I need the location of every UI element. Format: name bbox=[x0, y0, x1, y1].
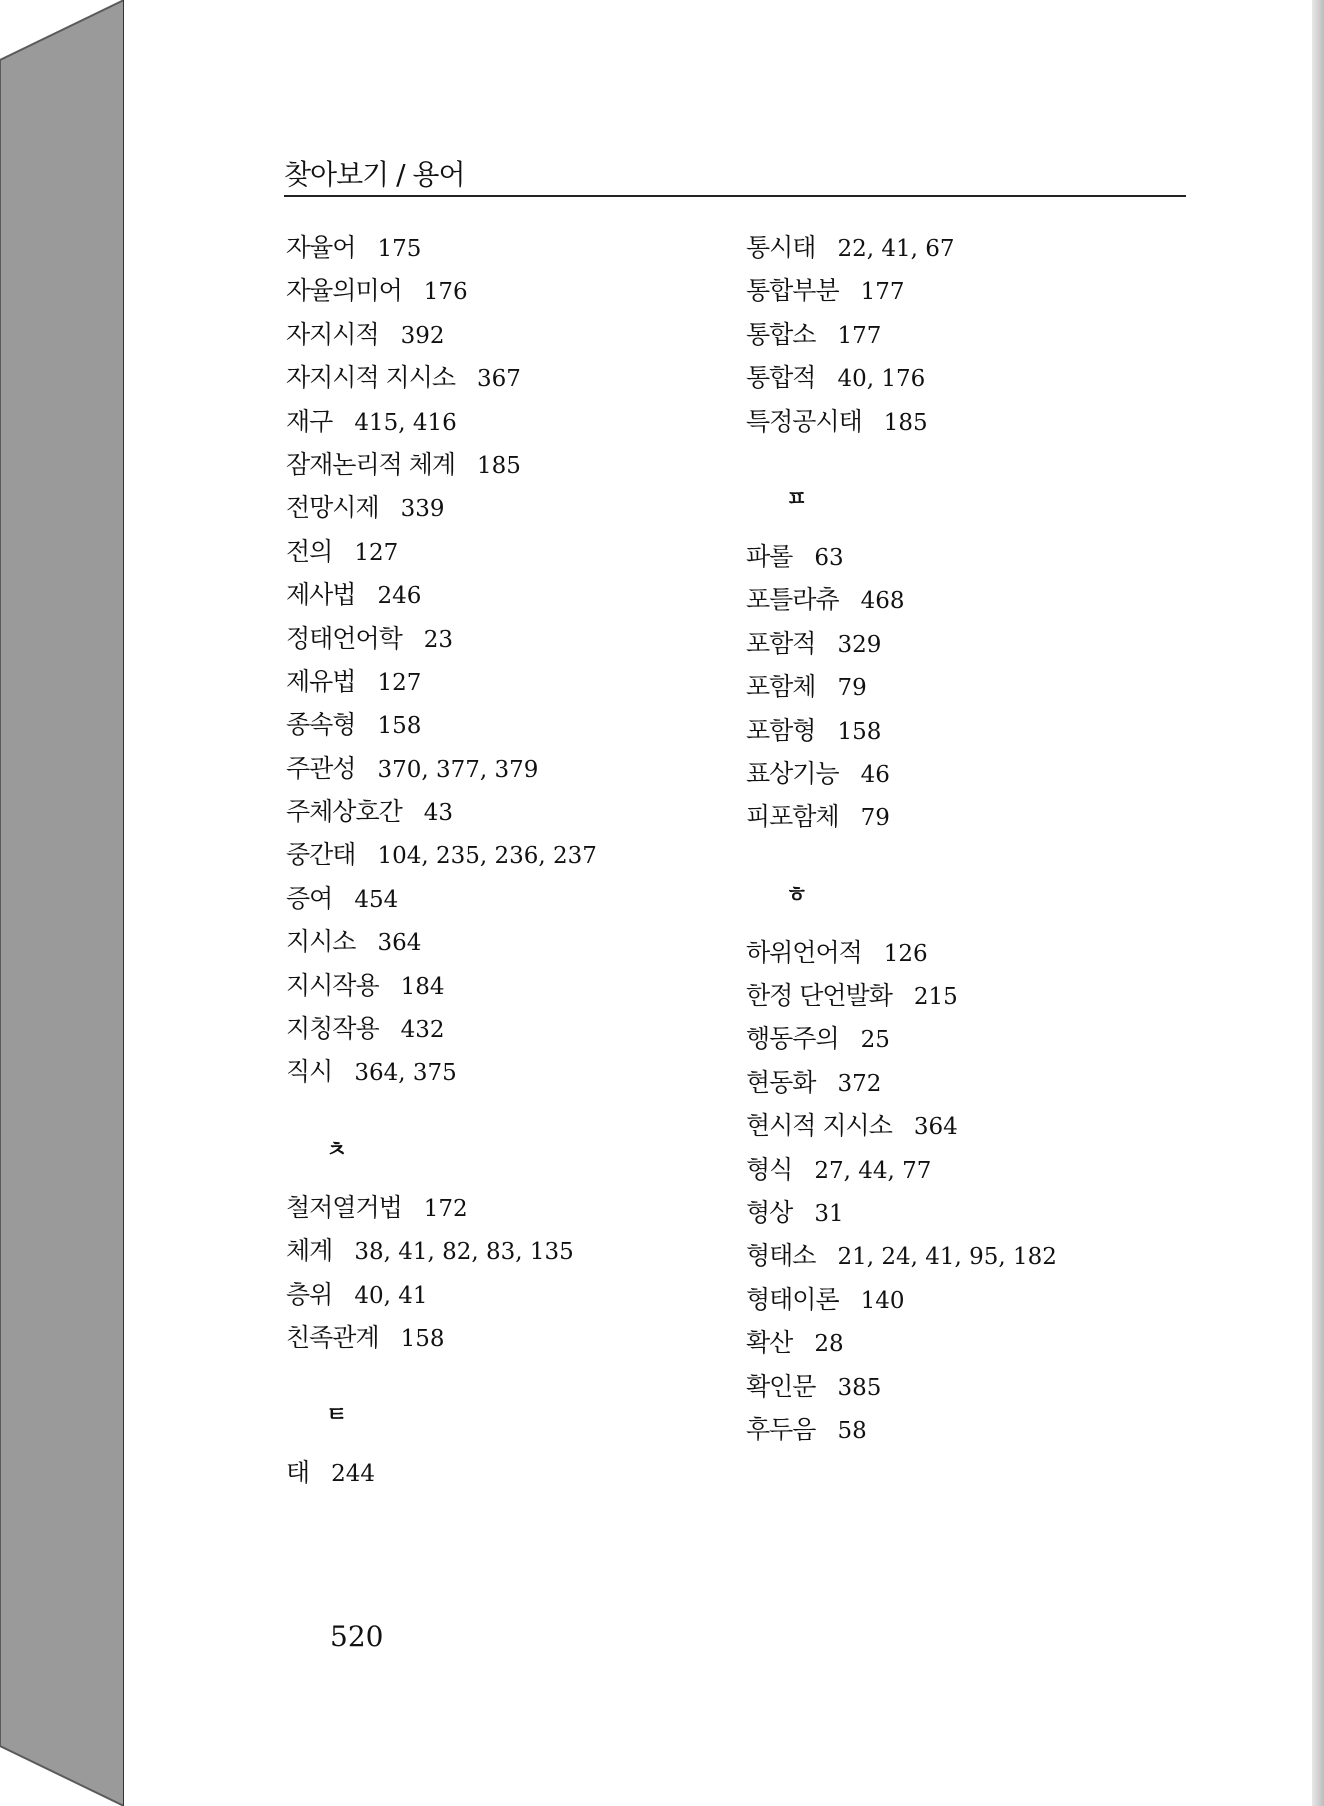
index-entry bbox=[286, 617, 726, 660]
page-header-title: 찾아보기 / 용어 bbox=[284, 158, 465, 191]
index-entry bbox=[286, 920, 726, 963]
index-term: 통합소 bbox=[746, 319, 816, 349]
index-pages: 364, 375 bbox=[354, 1060, 457, 1087]
index-term: 지시작용 bbox=[286, 970, 379, 1000]
index-entry bbox=[286, 443, 726, 486]
index-pages: 415, 416 bbox=[354, 409, 457, 436]
index-pages: 23 bbox=[423, 626, 454, 653]
index-entry bbox=[286, 790, 726, 833]
index-term: 통합부분 bbox=[746, 276, 839, 306]
book-spine bbox=[0, 0, 130, 1806]
section-heading-hieut: ㅎ bbox=[786, 882, 808, 908]
index-term: 현동화 bbox=[746, 1067, 816, 1097]
index-term: 주관성 bbox=[286, 753, 356, 783]
entries-pieup bbox=[746, 535, 1186, 839]
index-pages: 246 bbox=[377, 583, 422, 610]
entries-chieut bbox=[286, 1186, 726, 1360]
index-term: 통시태 bbox=[746, 233, 816, 262]
index-term: 친족관계 bbox=[286, 1322, 379, 1352]
index-entry bbox=[746, 1061, 1186, 1104]
index-term: 재구 bbox=[286, 406, 333, 436]
index-term: 형태이론 bbox=[746, 1284, 839, 1314]
index-entry bbox=[746, 752, 1186, 795]
index-pages: 158 bbox=[377, 713, 422, 740]
entries-hieut bbox=[746, 931, 1186, 1452]
index-pages: 176 bbox=[423, 279, 468, 306]
page-edge bbox=[1312, 0, 1324, 1806]
index-pages: 127 bbox=[377, 669, 422, 696]
index-entry bbox=[286, 1273, 726, 1316]
index-pages: 140 bbox=[860, 1287, 905, 1314]
index-term: 특정공시태 bbox=[746, 406, 862, 436]
index-pages: 370, 377, 379 bbox=[377, 756, 539, 783]
index-term: 층위 bbox=[286, 1279, 333, 1309]
index-term: 직시 bbox=[286, 1057, 333, 1087]
index-pages: 177 bbox=[837, 322, 882, 349]
index-term: 포함적 bbox=[746, 628, 816, 658]
index-term: 피포함체 bbox=[746, 802, 839, 832]
index-pages: 454 bbox=[354, 886, 399, 913]
index-term: 자지시적 지시소 bbox=[286, 363, 455, 393]
index-pages: 172 bbox=[423, 1195, 468, 1222]
header-rule bbox=[284, 195, 1186, 197]
section-heading-tieut: ㅌ bbox=[326, 1403, 348, 1429]
index-term: 태 bbox=[286, 1458, 310, 1488]
index-entry bbox=[286, 660, 726, 703]
index-entry bbox=[746, 709, 1186, 752]
index-pages: 28 bbox=[814, 1331, 844, 1358]
index-term: 잠재논리적 체계 bbox=[286, 449, 455, 479]
index-term: 형식 bbox=[746, 1154, 793, 1184]
index-entry bbox=[746, 400, 1186, 443]
entries-right-main bbox=[746, 226, 1186, 443]
index-term: 제사법 bbox=[286, 580, 356, 610]
entries-left-main bbox=[286, 226, 726, 1094]
index-term: 포함형 bbox=[746, 715, 816, 745]
index-pages: 385 bbox=[837, 1374, 882, 1401]
index-entry bbox=[746, 1148, 1186, 1191]
index-term: 자율의미어 bbox=[286, 276, 402, 306]
index-pages: 367 bbox=[477, 366, 521, 393]
index-entry bbox=[746, 535, 1186, 578]
index-entry bbox=[286, 1186, 726, 1229]
index-pages: 79 bbox=[860, 805, 890, 832]
index-pages: 364 bbox=[913, 1114, 958, 1141]
index-entry bbox=[746, 269, 1186, 312]
section-heading-pieup: ㅍ bbox=[786, 486, 808, 512]
index-pages: 158 bbox=[837, 718, 882, 745]
index-term: 전망시제 bbox=[286, 493, 379, 523]
index-pages: 21, 24, 41, 95, 182 bbox=[837, 1244, 1057, 1271]
index-pages: 40, 176 bbox=[837, 366, 926, 393]
index-entry bbox=[746, 1278, 1186, 1321]
index-entry bbox=[746, 356, 1186, 399]
index-pages: 177 bbox=[860, 279, 905, 306]
index-pages: 46 bbox=[860, 761, 890, 788]
index-entry bbox=[286, 486, 726, 529]
index-column-right bbox=[746, 226, 1186, 1451]
index-pages: 40, 41 bbox=[354, 1282, 428, 1309]
index-entry bbox=[746, 1017, 1186, 1060]
index-entry bbox=[746, 795, 1186, 838]
index-term: 파롤 bbox=[746, 541, 793, 571]
index-entry bbox=[286, 573, 726, 616]
index-term: 표상기능 bbox=[746, 758, 839, 788]
index-term: 지시소 bbox=[286, 927, 356, 957]
index-entry bbox=[746, 1191, 1186, 1234]
index-column-left bbox=[286, 226, 726, 1495]
index-term: 확산 bbox=[746, 1328, 793, 1358]
index-pages: 27, 44, 77 bbox=[814, 1157, 932, 1184]
index-pages: 25 bbox=[860, 1027, 890, 1054]
index-term: 포함체 bbox=[746, 672, 816, 702]
index-entry bbox=[746, 578, 1186, 621]
index-term: 행동주의 bbox=[746, 1024, 839, 1054]
index-term: 통합적 bbox=[746, 363, 816, 393]
index-term: 형상 bbox=[746, 1198, 793, 1228]
index-term: 제유법 bbox=[286, 666, 356, 696]
index-entry bbox=[286, 1316, 726, 1359]
index-pages: 185 bbox=[883, 409, 928, 436]
index-pages: 126 bbox=[883, 940, 928, 967]
index-pages: 104, 235, 236, 237 bbox=[377, 843, 597, 870]
index-entry bbox=[286, 1007, 726, 1050]
index-entry bbox=[746, 974, 1186, 1017]
index-pages: 63 bbox=[814, 544, 844, 571]
index-entry bbox=[286, 226, 726, 269]
index-pages: 127 bbox=[354, 539, 399, 566]
index-entry bbox=[286, 400, 726, 443]
index-pages: 364 bbox=[377, 930, 422, 957]
index-term: 확인문 bbox=[746, 1371, 816, 1401]
index-entry bbox=[286, 530, 726, 573]
index-term: 현시적 지시소 bbox=[746, 1111, 892, 1141]
index-pages: 244 bbox=[331, 1461, 376, 1488]
index-entry bbox=[286, 269, 726, 312]
index-entry bbox=[746, 226, 1186, 269]
index-term: 중간태 bbox=[286, 840, 356, 870]
index-pages: 38, 41, 82, 83, 135 bbox=[354, 1239, 574, 1266]
index-pages: 184 bbox=[400, 973, 445, 1000]
index-entry bbox=[746, 1104, 1186, 1147]
index-term: 종속형 bbox=[286, 710, 356, 740]
index-term: 한정 단언발화 bbox=[746, 981, 892, 1011]
index-term: 포틀라츄 bbox=[746, 585, 839, 615]
index-pages: 432 bbox=[400, 1017, 445, 1044]
index-pages: 58 bbox=[837, 1417, 867, 1444]
index-entry bbox=[286, 1451, 726, 1494]
index-term: 지칭작용 bbox=[286, 1014, 379, 1044]
index-pages: 22, 41, 67 bbox=[837, 236, 955, 262]
index-entry bbox=[286, 1229, 726, 1272]
section-heading-chieut: ㅊ bbox=[326, 1137, 348, 1163]
page-number: 520 bbox=[330, 1620, 384, 1653]
entries-tieut bbox=[286, 1451, 726, 1494]
index-entry bbox=[286, 833, 726, 876]
index-entry bbox=[746, 1365, 1186, 1408]
index-term: 전의 bbox=[286, 536, 333, 566]
index-entry bbox=[746, 1321, 1186, 1364]
index-term: 정태언어학 bbox=[286, 623, 402, 653]
index-entry bbox=[746, 665, 1186, 708]
index-pages: 329 bbox=[837, 631, 882, 658]
index-term: 증여 bbox=[286, 883, 333, 913]
index-term: 주체상호간 bbox=[286, 797, 402, 827]
index-pages: 468 bbox=[860, 588, 905, 615]
index-pages: 31 bbox=[814, 1201, 844, 1228]
index-entry bbox=[286, 877, 726, 920]
index-pages: 372 bbox=[837, 1070, 882, 1097]
index-pages: 339 bbox=[400, 496, 445, 523]
index-pages: 185 bbox=[477, 452, 521, 479]
index-entry bbox=[746, 622, 1186, 665]
index-entry bbox=[746, 931, 1186, 974]
index-term: 후두음 bbox=[746, 1414, 816, 1444]
index-entry bbox=[286, 964, 726, 1007]
index-pages: 158 bbox=[400, 1325, 445, 1352]
index-term: 하위언어적 bbox=[746, 937, 862, 967]
index-term: 형태소 bbox=[746, 1241, 816, 1271]
index-term: 자지시적 bbox=[286, 319, 379, 349]
index-entry bbox=[286, 703, 726, 746]
index-pages: 175 bbox=[377, 236, 422, 262]
index-entry bbox=[746, 1408, 1186, 1451]
index-entry bbox=[746, 313, 1186, 356]
index-entry bbox=[286, 313, 726, 356]
index-pages: 215 bbox=[913, 984, 958, 1011]
index-entry bbox=[286, 747, 726, 790]
index-term: 철저열거법 bbox=[286, 1192, 402, 1222]
index-pages: 392 bbox=[400, 322, 445, 349]
index-entry bbox=[286, 1050, 726, 1093]
index-term: 자율어 bbox=[286, 233, 356, 262]
index-pages: 43 bbox=[423, 800, 454, 827]
index-pages: 79 bbox=[837, 675, 867, 702]
index-term: 체계 bbox=[286, 1236, 333, 1266]
index-entry bbox=[286, 356, 726, 399]
index-entry bbox=[746, 1234, 1186, 1277]
